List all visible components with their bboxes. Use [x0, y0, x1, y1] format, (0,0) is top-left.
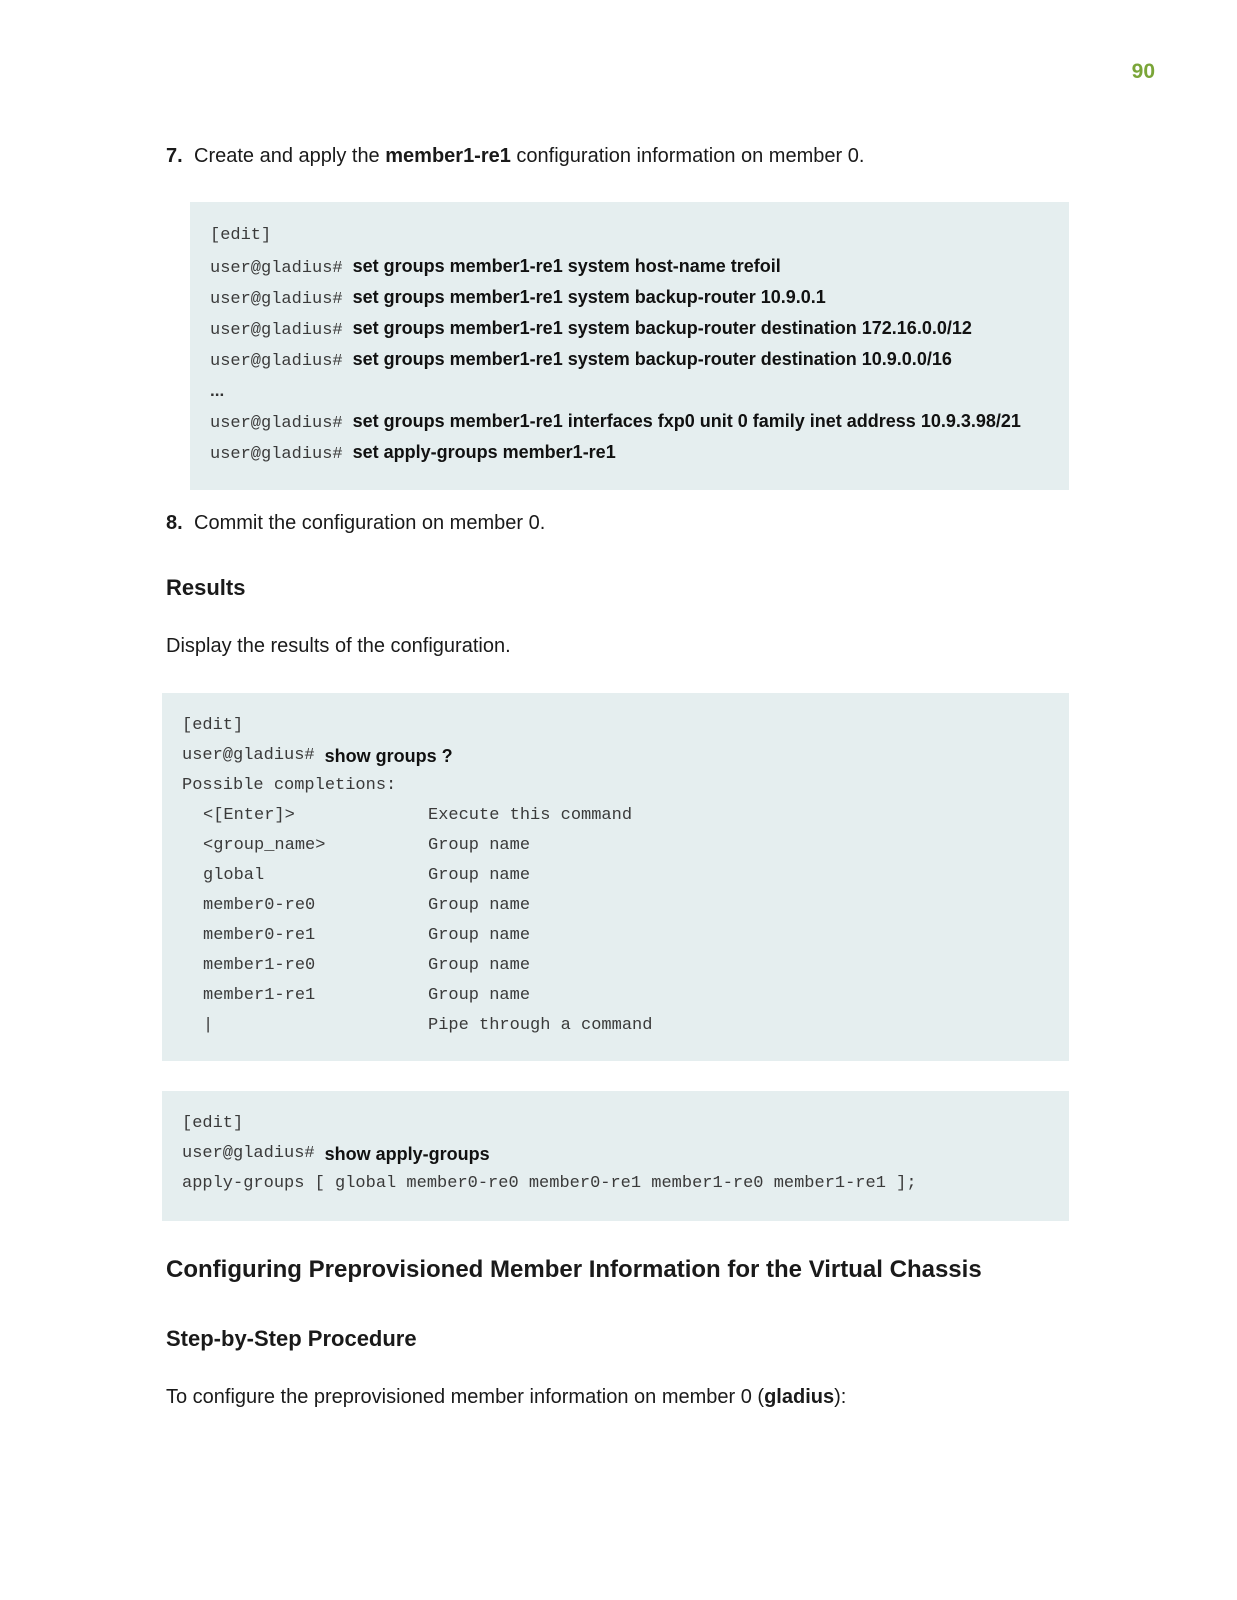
completion-row	[182, 891, 1069, 921]
step-number: 7.	[166, 145, 183, 167]
para-text-before: To configure the preprovisioned member information on member 0 (	[166, 1386, 765, 1408]
completion-name: global	[203, 866, 265, 885]
code-line	[210, 437, 1069, 468]
completion-desc: Group name	[428, 986, 531, 1005]
completion-name: <[Enter]>	[203, 806, 295, 825]
code-line	[210, 406, 1069, 437]
results-heading: Results	[166, 575, 246, 600]
completion-name: member1-re0	[203, 956, 316, 975]
step-text: Commit the configuration on member 0.	[194, 512, 546, 534]
code-edit-line: [edit]	[182, 716, 244, 735]
code-line	[182, 741, 1069, 771]
completion-desc: Pipe through a command	[428, 1016, 653, 1035]
completion-desc: Group name	[428, 896, 531, 915]
step-bold-term: member1-re1	[385, 145, 511, 167]
command: set groups member1-re1 system host-name trefoil	[352, 256, 781, 276]
results-paragraph: Display the results of the configuration.	[166, 635, 511, 657]
completion-desc: Execute this command	[428, 806, 633, 825]
prompt: user@gladius#	[182, 746, 315, 765]
prompt: user@gladius#	[210, 352, 343, 371]
code-line	[210, 344, 1069, 375]
completion-desc: Group name	[428, 926, 531, 945]
step-text-after: configuration information on member 0.	[510, 145, 865, 167]
completion-row	[182, 1011, 1069, 1041]
completion-row	[182, 921, 1069, 951]
completion-row	[182, 801, 1069, 831]
completion-desc: Group name	[428, 956, 531, 975]
code-line	[210, 282, 1069, 313]
code-line	[210, 313, 1069, 344]
para-bold-term: gladius	[764, 1386, 835, 1408]
code-output: apply-groups [ global member0-re0 member0-re1 member1-re0 member1-re1 ];	[182, 1174, 917, 1193]
step-8	[166, 511, 545, 535]
code-ellipsis: ...	[210, 381, 225, 400]
command: set apply-groups member1-re1	[352, 442, 616, 462]
command: show apply-groups	[324, 1144, 490, 1164]
possible-completions: Possible completions:	[182, 776, 397, 795]
command: set groups member1-re1 interfaces fxp0 unit 0 family inet address 10.9.3.98/21	[352, 411, 1021, 431]
final-paragraph	[166, 1386, 846, 1409]
completion-name: member1-re1	[203, 986, 316, 1005]
prompt: user@gladius#	[210, 290, 343, 309]
prompt: user@gladius#	[210, 414, 343, 433]
prompt: user@gladius#	[210, 445, 343, 464]
page-number: 90	[1131, 60, 1155, 83]
completion-row	[182, 981, 1069, 1011]
command: set groups member1-re1 system backup-router 10.9.0.1	[352, 287, 826, 307]
completion-row	[182, 861, 1069, 891]
command: set groups member1-re1 system backup-router destination 10.9.0.0/16	[352, 349, 952, 369]
code-block-config	[190, 202, 1069, 490]
completion-row	[182, 831, 1069, 861]
step-number: 8.	[166, 512, 183, 534]
code-block-apply-groups	[162, 1091, 1069, 1221]
prompt: user@gladius#	[210, 321, 343, 340]
completion-name: <group_name>	[203, 836, 326, 855]
code-line	[210, 251, 1069, 282]
completion-name: member0-re0	[203, 896, 316, 915]
subsection-heading: Step-by-Step Procedure	[166, 1326, 417, 1351]
step-text-before: Create and apply the	[194, 145, 386, 167]
completion-desc: Group name	[428, 836, 531, 855]
code-line	[182, 1139, 1069, 1169]
prompt: user@gladius#	[182, 1144, 315, 1163]
step-7	[166, 144, 864, 168]
completion-desc: Group name	[428, 866, 531, 885]
completion-name: |	[203, 1016, 214, 1035]
completion-row	[182, 951, 1069, 981]
completion-name: member0-re1	[203, 926, 316, 945]
command: show groups ?	[324, 746, 453, 766]
code-edit-line: [edit]	[182, 1114, 244, 1133]
code-block-show-groups	[162, 693, 1069, 1061]
prompt: user@gladius#	[210, 259, 343, 278]
para-text-after: ):	[834, 1386, 847, 1408]
command: set groups member1-re1 system backup-router destination 172.16.0.0/12	[352, 318, 972, 338]
section-heading: Configuring Preprovisioned Member Information for the Virtual Chassis	[166, 1256, 982, 1283]
code-edit-line: [edit]	[210, 226, 272, 245]
